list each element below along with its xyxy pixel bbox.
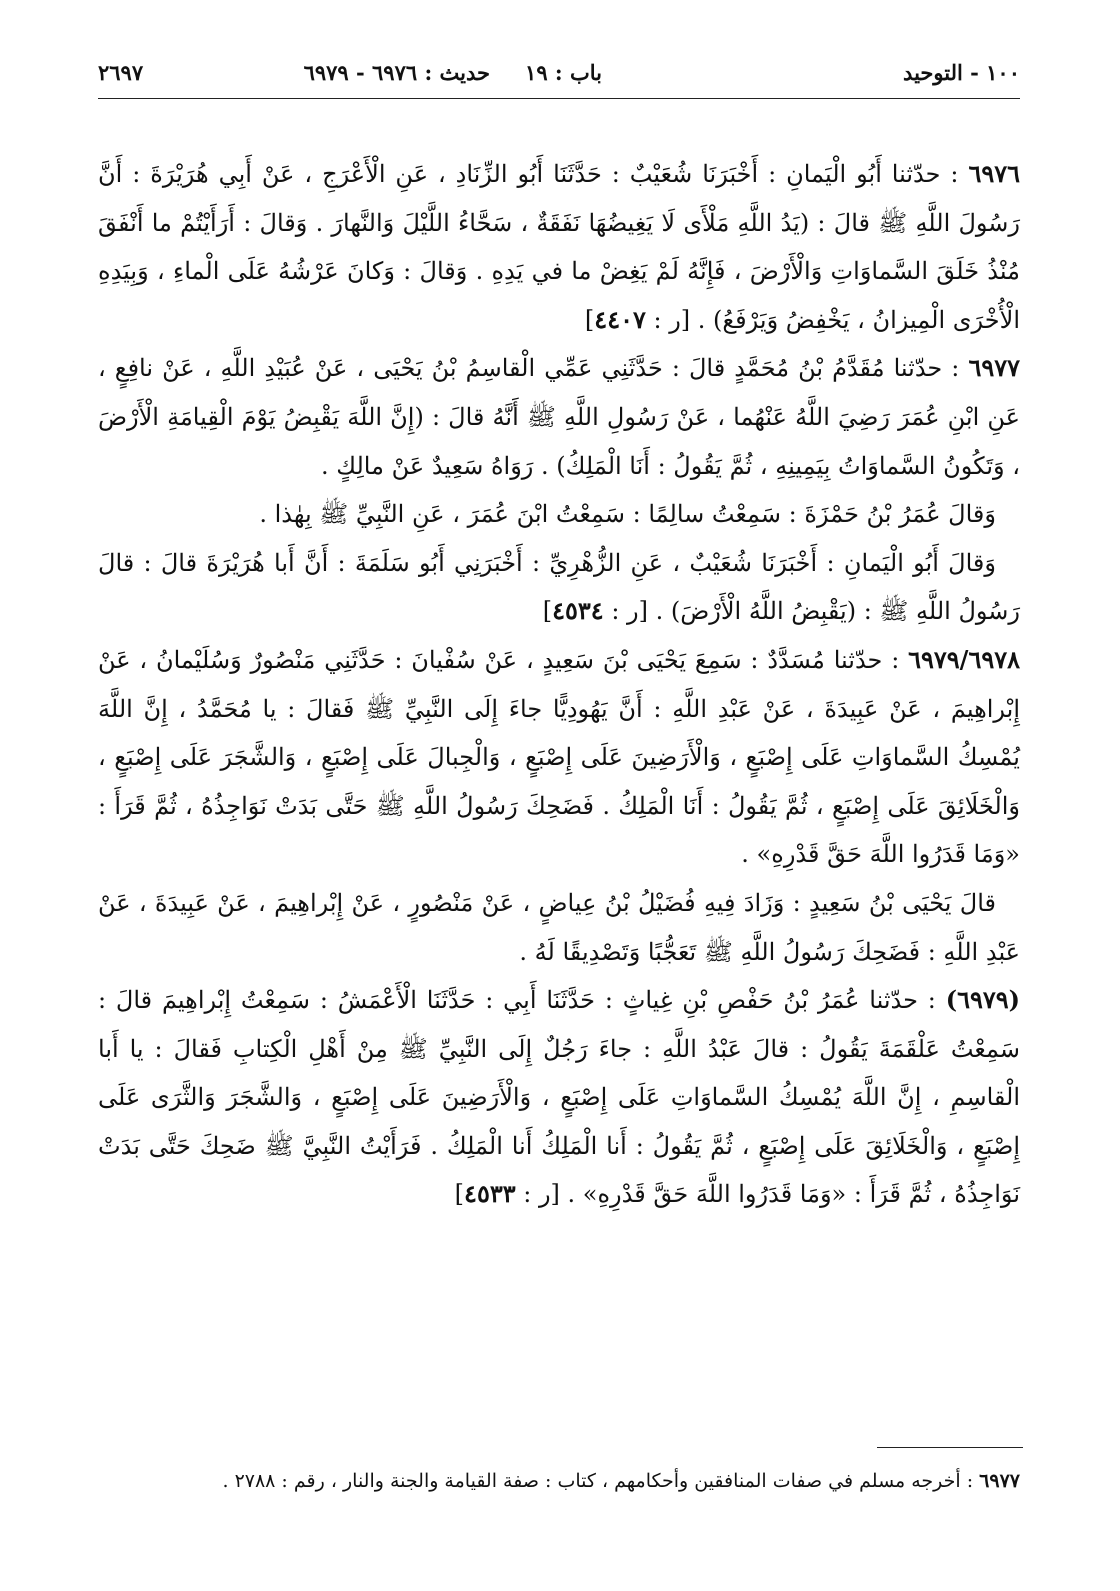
main-text bbox=[98, 150, 1020, 1219]
hadith-text: : حدّثنا عُمَرُ بْنُ حَفْصِ بْنِ غِياثٍ : حَدَّثَنَا أَبِي : حَدَّثَنَا الْأَعْمَشُ : سَمِعْتُ إِبْراهِيمَ قالَ : سَمِعْتُ عَلْقَمَةَ يَقُولُ : قالَ عَبْدُ اللَّهِ : جاءَ رَجُلٌ إِلَى النَّبِيِّ ﷺ مِنْ أَهْلِ الْكِتابِ فَقالَ : يا أَبا الْقاسِمِ ، إِنَّ اللَّهَ يُمْسِكُ السَّماوَاتِ عَلَى إِصْبَعٍ ، وَالْأَرَضِينَ عَلَى إِصْبَعٍ ، وَالشَّجَرَ وَالثَّرَى عَلَى إِصْبَعٍ ، وَالْخَلَائِقَ عَلَى إِصْبَعٍ ، ثُمَّ يَقُولُ : أَنا الْمَلِكُ أَنا الْمَلِكُ . فَرَأَيْتُ النَّبِيَّ ﷺ ضَحِكَ حَتَّى بَدَتْ نَوَاجِذُهُ ، ثُمَّ قَرَأَ : «وَمَا قَدَرُوا اللَّهَ حَقَّ قَدْرِهِ» . bbox=[98, 986, 1021, 1209]
ref-close: ] bbox=[542, 597, 553, 626]
page-number: ٢٦٩٧ bbox=[98, 60, 144, 85]
footnote-number: ٦٩٧٧ bbox=[979, 1470, 1020, 1492]
ref-number: ٤٤٠٧ bbox=[594, 304, 646, 334]
hadith-number: ٦٩٧٦ bbox=[968, 159, 1020, 188]
hadith-6978-6979 bbox=[98, 636, 1020, 879]
hadith-text: : حدّثنا مُقَدَّمُ بْنُ مُحَمَّدٍ قالَ : حَدَّثَنِي عَمِّي الْقاسِمُ بْنُ يَحْيَى ، عَنْ عُبَيْدِ اللَّهِ ، عَنْ نافِعٍ ، عَنِ ابْنِ عُمَرَ رَضِيَ اللَّهُ عَنْهُما ، عَنْ رَسُولِ اللَّهِ ﷺ أَنَّهُ قالَ : (إِنَّ اللَّهَ يَقْبِضُ يَوْمَ الْقِيامَةِ الْأَرْضَ ، وَتَكُونُ السَّماوَاتُ بِيَمِينِهِ ، ثُمَّ يَقُولُ : أَنَا الْمَلِكُ) . رَوَاهُ سَعِيدٌ عَنْ مالِكٍ . bbox=[98, 354, 1020, 480]
ref-number: ٤٥٣٣ bbox=[464, 1179, 516, 1209]
hadith-range: حديث : ٦٩٧٦ - ٦٩٧٩ bbox=[303, 60, 490, 85]
note-text: قالَ يَحْيَى بْنُ سَعِيدٍ : وَزَادَ فِيهِ فُضَيْلُ بْنُ عِياضٍ ، عَنْ مَنْصُورٍ ، عَنْ إِبْراهِيمَ ، عَنْ عَبِيدَةَ ، عَنْ عَبْدِ اللَّهِ : فَضَحِكَ رَسُولُ اللَّهِ ﷺ تَعَجُّبًا وَتَصْدِيقًا لَهُ . bbox=[98, 888, 1020, 966]
narration-note bbox=[98, 490, 1020, 539]
ref-label: [ر : bbox=[515, 1180, 560, 1209]
chapter-title: ١٠٠ - التوحيد bbox=[903, 60, 1020, 85]
note-text: وَقالَ أَبُو الْيَمانِ : أَخْبَرَنَا شُعَيْبٌ ، عَنِ الزُّهْرِيِّ : أَخْبَرَنِي أَبُو سَلَمَةَ : أَنَّ أَبا هُرَيْرَةَ قالَ : قالَ رَسُولُ اللَّهِ ﷺ : (يَقْبِضُ اللَّهُ الْأَرْضَ) . bbox=[98, 548, 1020, 626]
ref-close: ] bbox=[454, 1180, 465, 1209]
cross-reference bbox=[543, 597, 648, 625]
ref-label: [ر : bbox=[603, 597, 648, 626]
ref-label: [ر : bbox=[645, 305, 691, 334]
hadith-number: ٦٩٧٩/٦٩٧٨ bbox=[908, 644, 1020, 674]
hadith-number: (٦٩٧٩) bbox=[945, 985, 1020, 1015]
footnote-divider bbox=[877, 1447, 1023, 1448]
hadith-6977 bbox=[98, 344, 1020, 490]
footnote bbox=[98, 1466, 1020, 1496]
bab-label: باب : ١٩ bbox=[525, 60, 602, 85]
hadith-number: ٦٩٧٧ bbox=[968, 353, 1020, 383]
hadith-6976 bbox=[98, 150, 1020, 344]
narration-note bbox=[98, 879, 1020, 976]
note-text: وَقالَ عُمَرُ بْنُ حَمْزَةَ : سَمِعْتُ سالِمًا : سَمِعْتُ ابْنَ عُمَرَ ، عَنِ النَّبِيِّ ﷺ بِهٰذا . bbox=[259, 500, 996, 529]
cross-reference bbox=[455, 1180, 560, 1208]
cross-reference bbox=[585, 306, 690, 334]
ref-close: ] bbox=[584, 305, 595, 334]
header-divider bbox=[98, 98, 1020, 99]
hadith-6979 bbox=[98, 976, 1020, 1219]
ref-number: ٤٥٣٤ bbox=[552, 596, 604, 626]
hadith-text: : حدّثنا مُسَدَّدٌ : سَمِعَ يَحْيَى بْنَ سَعِيدٍ ، عَنْ سُفْيانَ : حَدَّثَنِي مَنْصُورٌ وَسُلَيْمانُ ، عَنْ إِبْراهِيمَ ، عَنْ عَبِيدَةَ ، عَنْ عَبْدِ اللَّهِ : أَنَّ يَهُودِيًّا جاءَ إِلَى النَّبِيِّ ﷺ فَقالَ : يا مُحَمَّدُ ، إِنَّ اللَّهَ يُمْسِكُ السَّماوَاتِ عَلَى إِصْبَعٍ ، وَالْأَرَضِينَ عَلَى إِصْبَعٍ ، وَالْجِبالَ عَلَى إِصْبَعٍ ، وَالشَّجَرَ عَلَى إِصْبَعٍ ، وَالْخَلَائِقَ عَلَى إِصْبَعٍ ، ثُمَّ يَقُولُ : أَنَا الْمَلِكُ . فَضَحِكَ رَسُولُ اللَّهِ ﷺ حَتَّى بَدَتْ نَوَاجِذُهُ ، ثُمَّ قَرَأَ : «وَمَا قَدَرُوا اللَّهَ حَقَّ قَدْرِهِ» . bbox=[98, 645, 1020, 869]
running-header bbox=[98, 54, 1020, 94]
footnote-text: : أخرجه مسلم في صفات المنافقين وأحكامهم ، كتاب : صفة القيامة والجنة والنار ، رقم : ٢٧٨٨ . bbox=[222, 1470, 980, 1492]
hadith-text: : حدّثنا أَبُو الْيَمانِ : أَخْبَرَنَا شُعَيْبٌ : حَدَّثَنَا أَبُو الزِّنَادِ ، عَنِ الْأَعْرَجِ ، عَنْ أَبِي هُرَيْرَةَ : أَنَّ رَسُولَ اللَّهِ ﷺ قالَ : (يَدُ اللَّهِ مَلْأَى لَا يَغِيضُهَا نَفَقَةٌ ، سَحَّاءُ اللَّيْلَ وَالنَّهارَ . وَقالَ : أَرَأَيْتُمْ ما أَنْفَقَ مُنْذُ خَلَقَ السَّماوَاتِ وَالْأَرْضَ ، فَإِنَّهُ لَمْ يَغِضْ ما في يَدِهِ . وَقالَ : وَكانَ عَرْشُهُ عَلَى الْماءِ ، وَبِيَدِهِ الْأُخْرَى الْمِيزانُ ، يَخْفِضُ وَيَرْفَعُ) . bbox=[98, 160, 1020, 334]
narration-note bbox=[98, 539, 1020, 636]
